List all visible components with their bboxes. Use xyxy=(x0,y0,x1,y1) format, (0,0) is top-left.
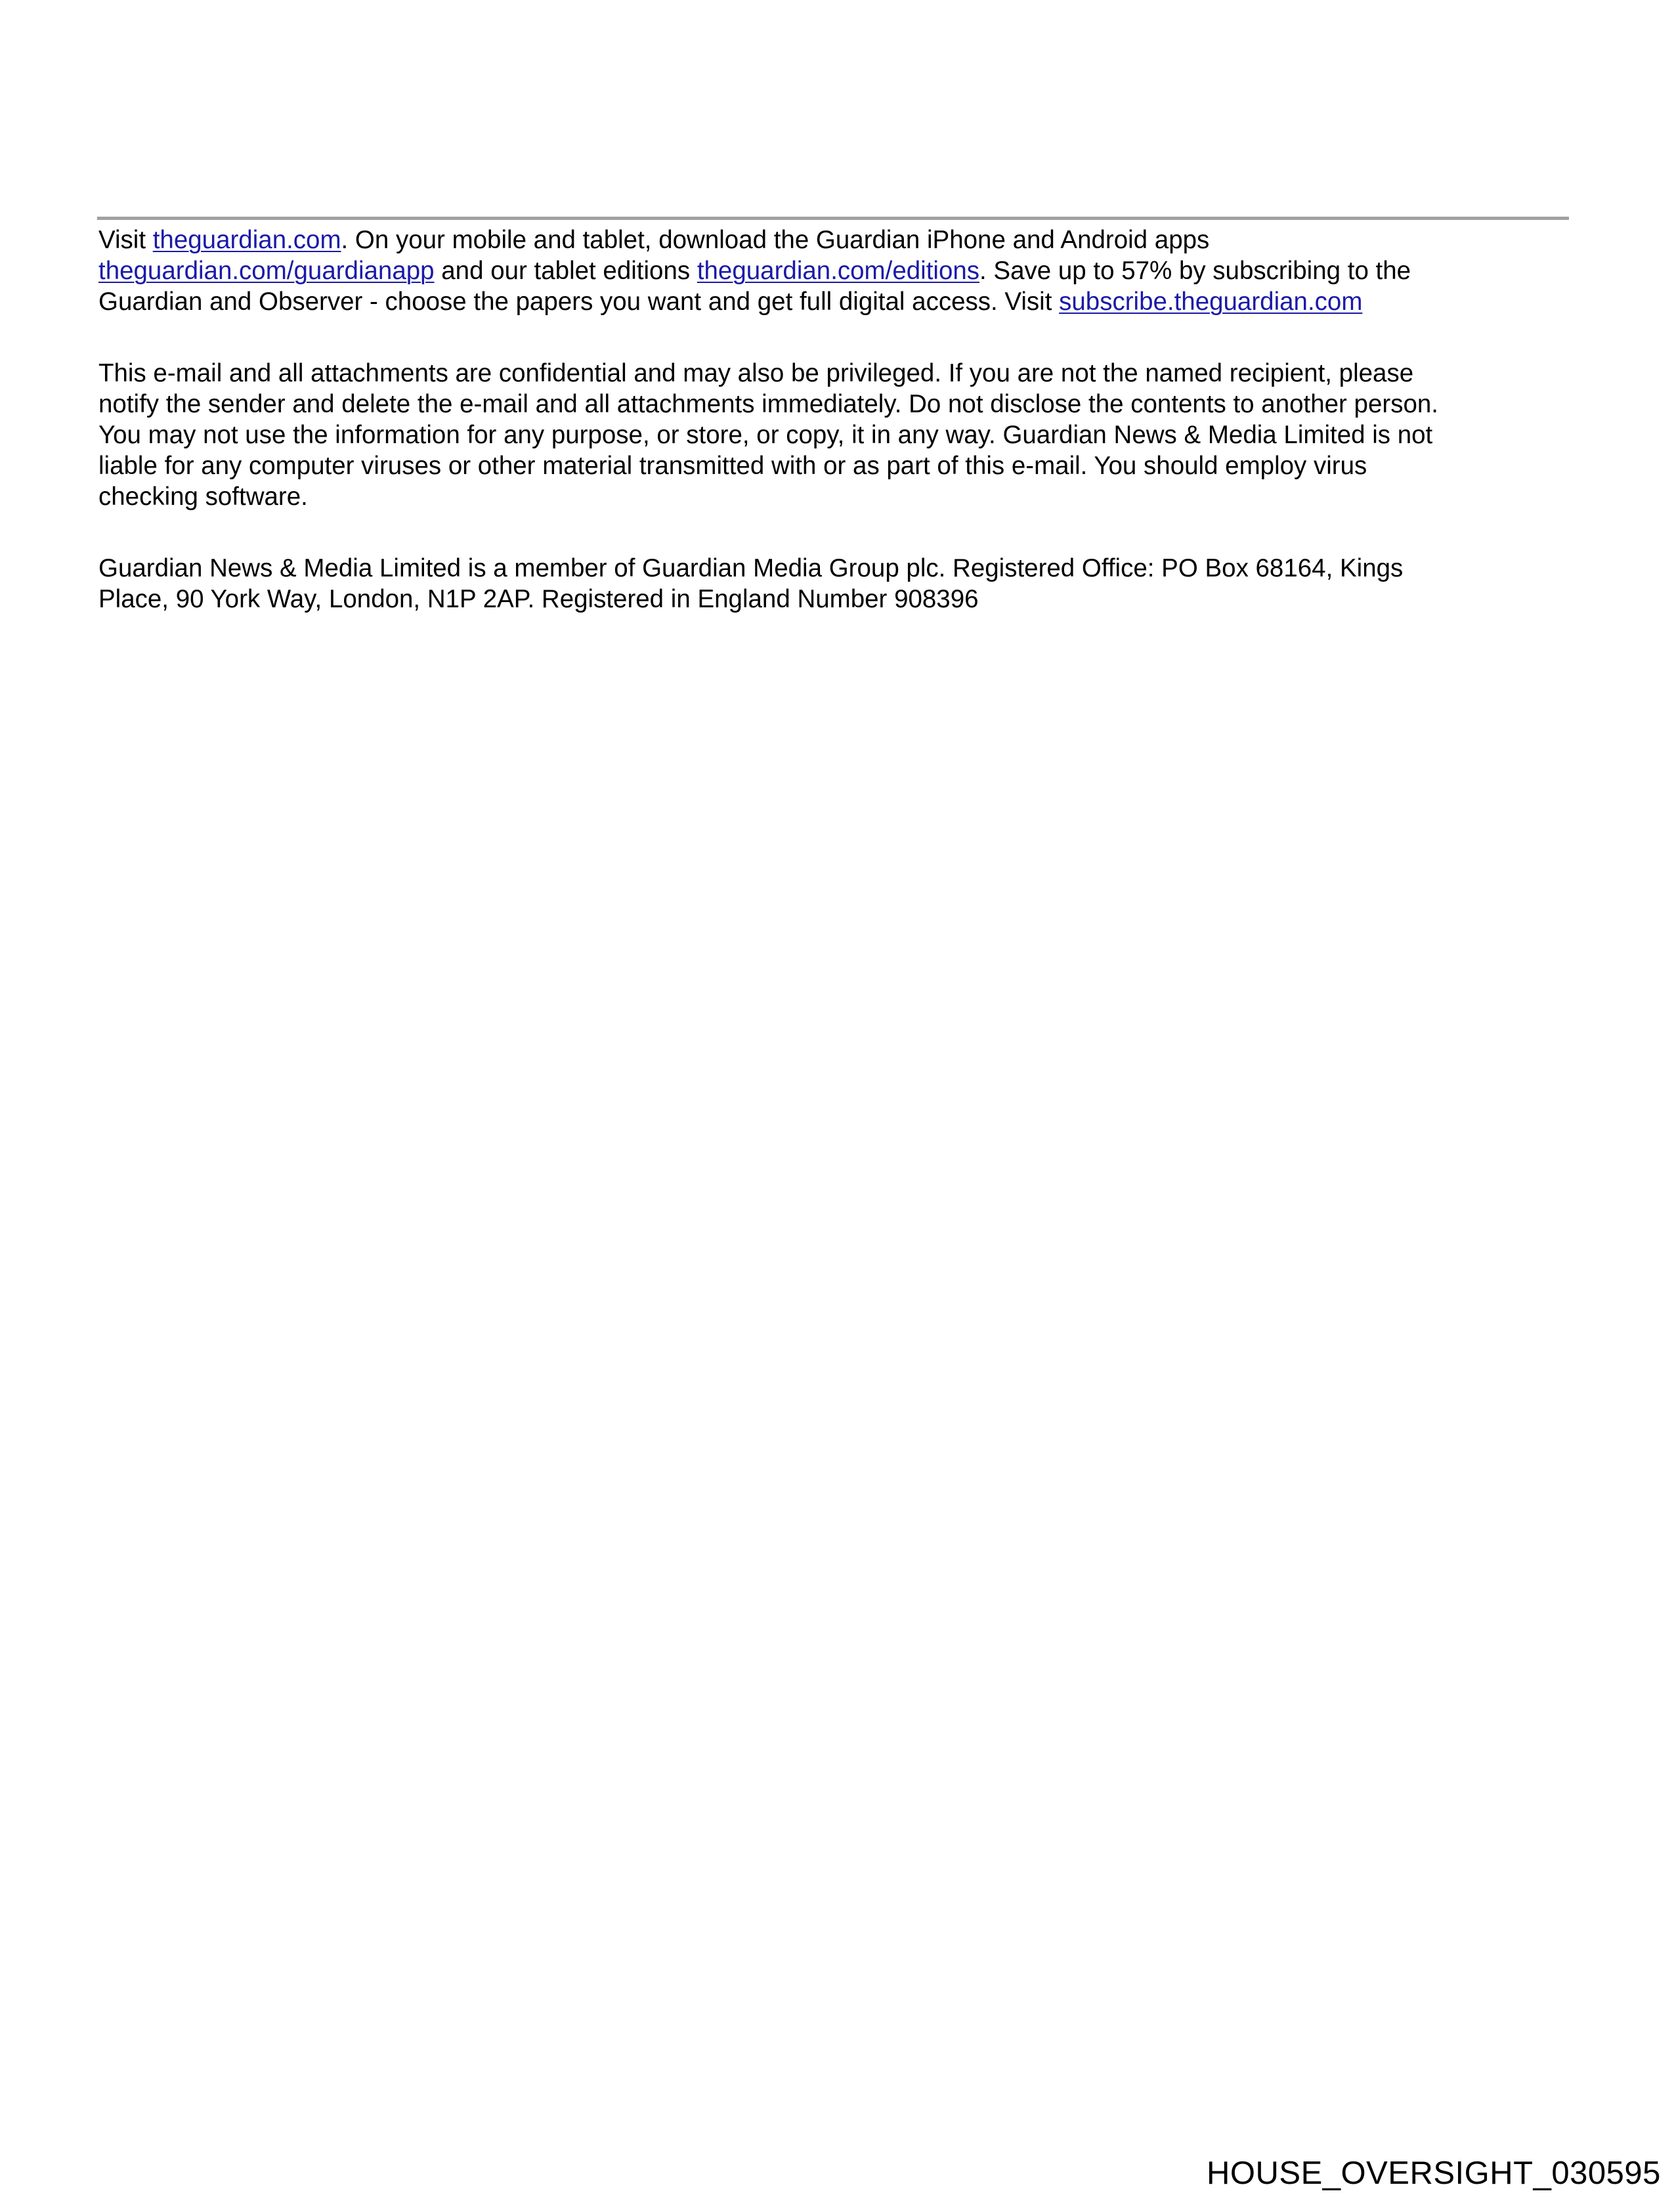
company-line: Place, 90 York Way, London, N1P 2AP. Registered in England Number 908396 xyxy=(98,585,979,613)
confidentiality-line: This e-mail and all attachments are confidential and may also be privileged. If you are not the named recipient, please xyxy=(98,359,1414,387)
company-paragraph xyxy=(98,553,1582,615)
confidentiality-line: liable for any computer viruses or other material transmitted with or as part of this e-mail. You should employ virus xyxy=(98,452,1367,480)
confidentiality-line: checking software. xyxy=(98,483,308,511)
header-divider xyxy=(97,217,1569,220)
confidentiality-line: You may not use the information for any purpose, or store, or copy, it in any way. Guardian News & Media Limited is not xyxy=(98,421,1433,449)
email-footer xyxy=(98,225,1582,655)
promo-line-3: Guardian and Observer - choose the papers you want and get full digital access. Visit subscribe.theguardian.com xyxy=(98,288,1363,316)
bates-number: HOUSE_OVERSIGHT_030595 xyxy=(1207,2156,1661,2191)
company-line: Guardian News & Media Limited is a member of Guardian Media Group plc. Registered Office: PO Box 68164, Kings xyxy=(98,554,1404,582)
confidentiality-line: notify the sender and delete the e-mail and all attachments immediately. Do not disclose the contents to another person. xyxy=(98,390,1438,418)
guardianapp-link[interactable]: theguardian.com/guardianapp xyxy=(98,257,435,285)
editions-link[interactable]: theguardian.com/editions xyxy=(697,257,980,285)
subscribe-link[interactable]: subscribe.theguardian.com xyxy=(1059,288,1363,316)
promo-line-2: theguardian.com/guardianapp and our tablet editions theguardian.com/editions. Save up to 57% by subscribing to the xyxy=(98,257,1411,285)
confidentiality-paragraph xyxy=(98,358,1582,512)
promo-line-1: Visit theguardian.com. On your mobile and tablet, download the Guardian iPhone and Android apps xyxy=(98,226,1210,254)
promo-paragraph xyxy=(98,225,1582,317)
theguardian-link[interactable]: theguardian.com xyxy=(152,226,341,254)
